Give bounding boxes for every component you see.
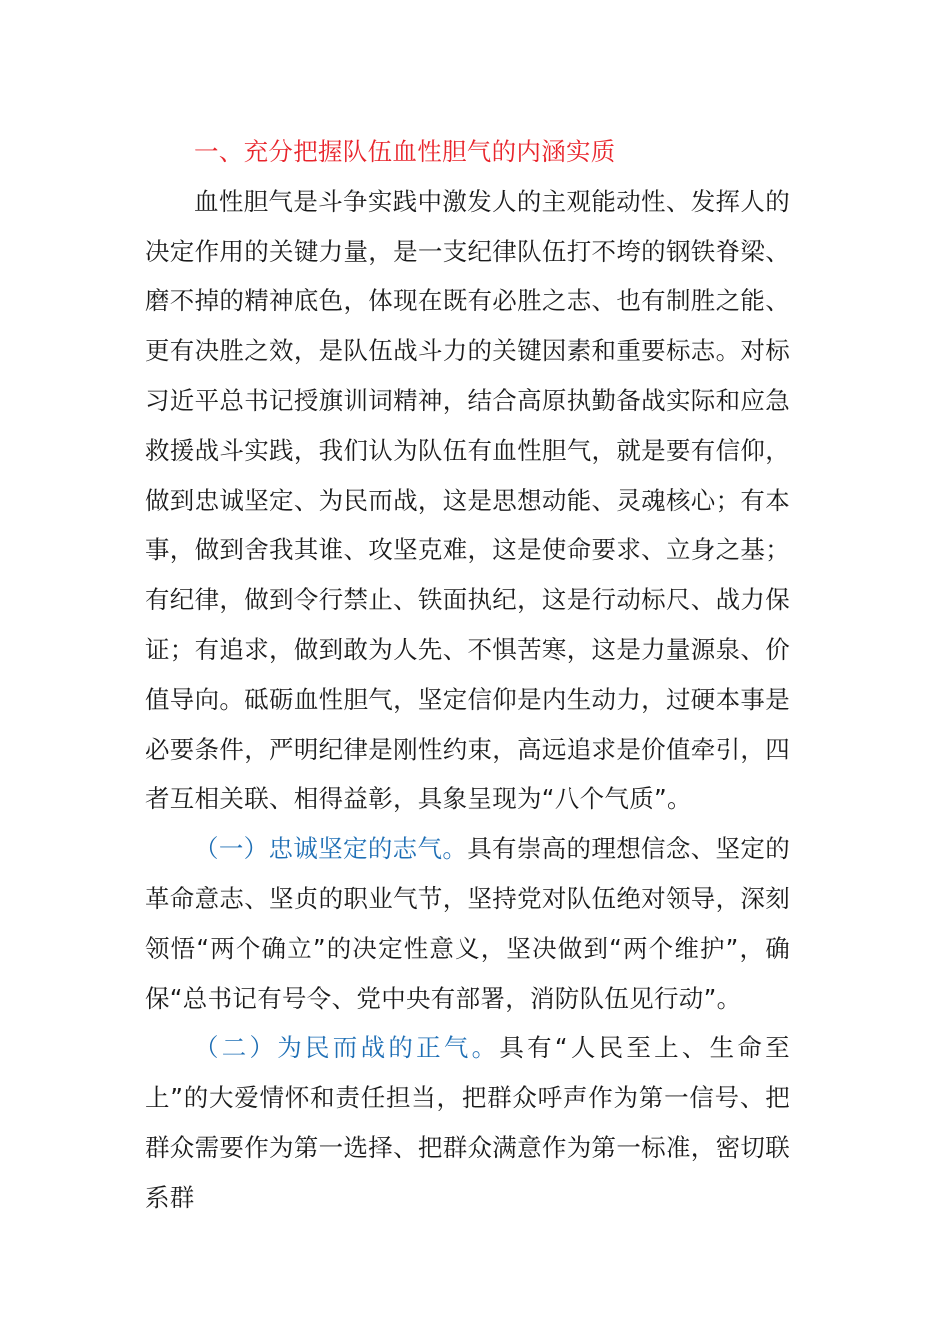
item-paragraph-1 <box>145 824 790 1023</box>
item-paragraph-2 <box>145 1023 790 1222</box>
intro-paragraph: 血性胆气是斗争实践中激发人的主观能动性、发挥人的决定作用的关键力量，是一支纪律队伍打不垮的钢铁脊梁、磨不掉的精神底色，体现在既有必胜之志、也有制胜之能、更有决胜之效，是队伍战斗力的关键因素和重要标志。对标习近平总书记授旗训词精神，结合高原执勤备战实际和应急救援战斗实践，我们认为队伍有血性胆气，就是要有信仰，做到忠诚坚定、为民而战，这是思想动能、灵魂核心；有本事，做到舍我其谁、攻坚克难，这是使命要求、立身之基；有纪律，做到令行禁止、铁面执纪，这是行动标尺、战力保证；有追求，做到敢为人先、不惧苦寒，这是力量源泉、价值导向。砥砺血性胆气，坚定信仰是内生动力，过硬本事是必要条件，严明纪律是刚性约束，高远追求是价值牵引，四者互相关联、相得益彰，具象呈现为“八个气质”。 <box>145 186 790 814</box>
item-body-1: 具有崇高的理想信念、坚定的革命意志、坚贞的职业气节，坚持党对队伍绝对领导，深刻领悟“两个确立”的决定性意义，坚决做到“两个维护”，确保“总书记有号令、党中央有部署，消防队伍见行动”。 <box>145 834 790 1013</box>
item-heading-1: （一）忠诚坚定的志气。 <box>194 834 468 864</box>
item-heading-2: （二）为民而战的正气。 <box>194 1033 500 1063</box>
document-body <box>145 127 790 1223</box>
item-body-2: 具有“人民至上、生命至上”的大爱情怀和责任担当，把群众呼声作为第一信号、把群众需要作为第一选择、把群众满意作为第一标准，密切联系群 <box>145 1033 790 1212</box>
section-title: 一、充分把握队伍血性胆气的内涵实质 <box>194 137 616 166</box>
